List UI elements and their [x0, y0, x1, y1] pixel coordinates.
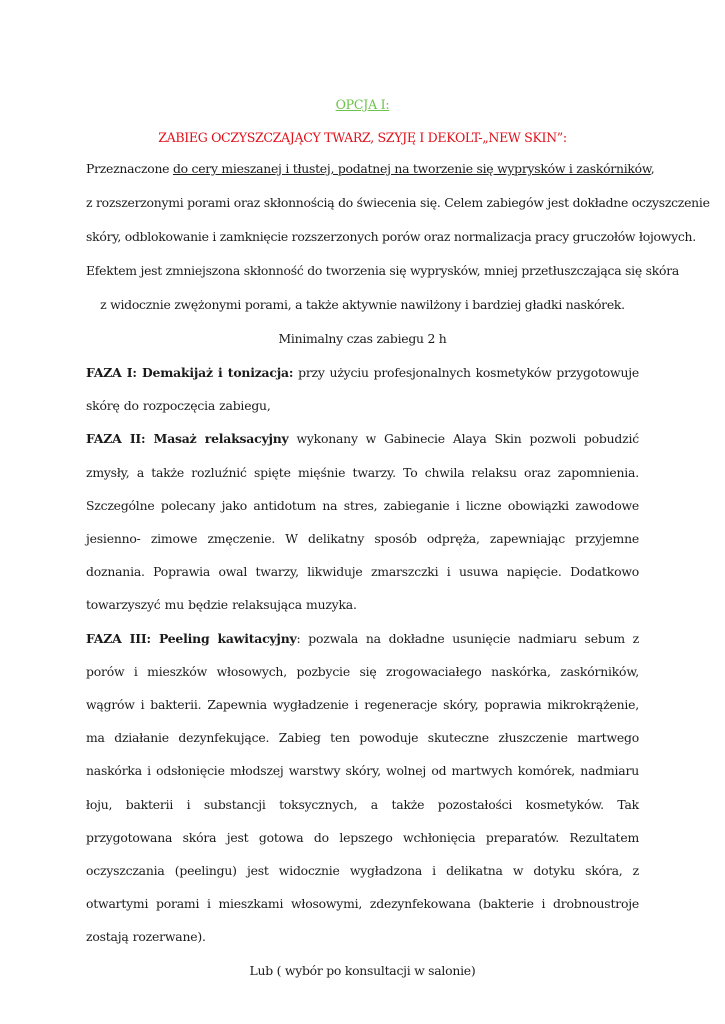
phase-3-label: FAZA III: Peeling kawitacyjny: [86, 630, 297, 646]
phase-1-label: FAZA I: Demakijaż i tonizacja:: [86, 365, 294, 380]
intro-line-2: z rozszerzonymi porami oraz skłonnością do świecenia się. Celem zabiegów jest dokładne oczyszczenie: [86, 195, 710, 210]
treatment-title: ZABIEG OCZYSZCZAJĄCY TWARZ, SZYJĘ I DEKOLT-„NEW SKIN”:: [158, 130, 567, 145]
choice-note: Lub ( wybór po konsultacji w salonie): [249, 962, 476, 978]
phase-3-text: : pozwala na dokładne usunięcie nadmiaru sebum z porów i mieszków włosowych, pozbycie się zrogowaciałego naskórka, zaskórników, wągrów i bakterii. Zapewnia wygładzenie i regeneracje skóry, poprawia mikrokrążenie, ma działanie dezynfekujące. Zabieg ten powoduje skuteczne złuszczenie martwego naskórka i odsłonięcie młodszej warstwy skóry, wolnej od martwych komórek, nadmiaru łoju, bakterii i substancji toksycznych, a także pozostałości kosmetyków. Tak przygotowana skóra jest gotowa do lepszego wchłonięcia preparatów. Rezultatem oczyszczania (peelingu) jest widocznie wygładzona i delikatna w dotyku skóra, z otwartymi porami i mieszkami włosowymi, zdezynfekowana (bakterie i drobnoustroje zostają rozerwane).: [86, 630, 639, 945]
phase-1-text: przy użyciu profesjonalnych kosmetyków przygotowuje skórę do rozpoczęcia zabiegu,: [86, 365, 639, 414]
intro-prefix: Przeznaczone: [86, 161, 173, 176]
intro-line-1: [86, 152, 655, 186]
intro-line-4: Efektem jest zmniejszona skłonność do tworzenia się wyprysków, mniej przetłuszczająca się skóra: [86, 263, 680, 278]
document-body: [86, 93, 710, 988]
target-skin-type: do cery mieszanej i tłustej, podatnej na tworzenie się wyprysków i zaskórników: [172, 161, 651, 176]
option-title: OPCJA I:: [335, 97, 390, 112]
intro-line-5: z widocznie zwężonymi porami, a także aktywnie nawilżony i bardziej gładki naskórek.: [100, 297, 625, 312]
phase-2-paragraph: [86, 422, 639, 621]
phase-2-text: wykonany w Gabinecie Alaya Skin pozwoli pobudzić zmysły, a także rozluźnić spięte mięśnie twarzy. To chwila relaksu oraz zapomnienia. Szczególne polecany jako antidotum na stres, zabieganie i liczne obowiązki zawodowe jesienno- zimowe zmęczenie. W delikatny sposób odpręża, zapewniając przyjemne doznania. Poprawia owal twarzy, likwiduje zmarszczki i usuwa napięcie. Dodatkowo towarzyszyć mu będzie relaksująca muzyka.: [86, 431, 639, 613]
phase-3-paragraph: [86, 622, 639, 954]
phase-1-paragraph: [86, 356, 639, 422]
minimum-time: Minimalny czas zabiegu 2 h: [278, 331, 447, 346]
phase-2-label: FAZA II: Masaż relaksacyjny: [86, 431, 289, 447]
intro-suffix: ,: [650, 161, 655, 176]
intro-line-3: skóry, odblokowanie i zamknięcie rozszerzonych porów oraz normalizacja pracy gruczołów łojowych.: [86, 229, 696, 244]
